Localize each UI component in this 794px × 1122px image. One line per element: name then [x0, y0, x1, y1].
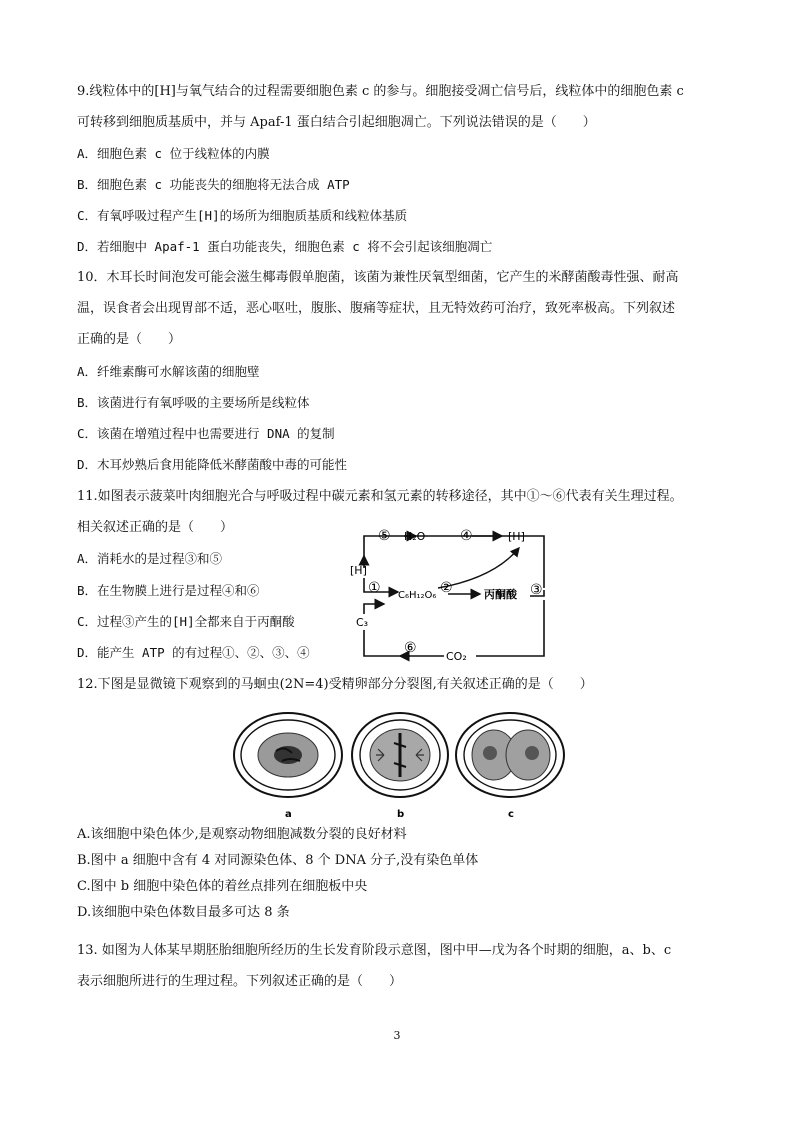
q10-option-a: A．纤维素酶可水解该菌的细胞壁 — [77, 364, 260, 379]
q12-stem: 12.下图是显微镜下观察到的马蛔虫(2N=4)受精卵部分分裂图,有关叙述正确的是（ ） — [77, 677, 593, 692]
cell-b — [352, 713, 448, 797]
glucose-label: C₆H₁₂O₆ — [398, 590, 437, 601]
h-left-label: [H] — [350, 564, 367, 577]
cell-c-label: c — [508, 809, 514, 820]
q12-cell-division-figure — [228, 705, 568, 823]
q13-stem-line-2: 表示细胞所进行的生理过程。下列叙述正确的是（ ） — [77, 974, 403, 989]
page-number: 3 — [393, 1029, 401, 1042]
q10-stem-line-2: 温，误食者会出现胃部不适，恶心呕吐，腹胀、腹痛等症状，且无特效药可治疗，致死率极高。下列叙述 — [77, 301, 676, 316]
process-2-label: ② — [440, 580, 453, 596]
cell-b-label: b — [397, 809, 405, 820]
q11-option-d: D．能产生 ATP 的有过程①、②、③、④ — [77, 645, 310, 660]
q11-option-a: A．消耗水的是过程③和⑤ — [77, 551, 223, 566]
q10-option-b: B．该菌进行有氧呼吸的主要场所是线粒体 — [77, 395, 310, 410]
q11-option-b: B．在生物膜上进行是过程④和⑥ — [77, 583, 260, 598]
q9-stem-line-2: 可转移到细胞质基质中，并与 Apaf-1 蛋白结合引起细胞凋亡。下列说法错误的是（ ） — [77, 115, 596, 130]
process-4-label: ④ — [460, 528, 473, 544]
cell-a — [234, 713, 342, 797]
q12-option-a: A.该细胞中染色体少,是观察动物细胞减数分裂的良好材料 — [77, 827, 407, 842]
q12-option-d: D.该细胞中染色体数目最多可达 8 条 — [77, 905, 290, 920]
c3-label: C₃ — [356, 616, 369, 629]
process-3-label: ③ — [530, 582, 543, 598]
q13-stem-line-1: 13. 如图为人体某早期胚胎细胞所经历的生长发育阶段示意图，图中甲—戊为各个时期的细胞，a、b、c — [77, 943, 672, 958]
h-right-label: [H] — [508, 530, 525, 543]
q10-option-d: D．木耳炒熟后食用能降低米酵菌酸中毒的可能性 — [77, 457, 348, 472]
process-5-label: ⑤ — [378, 528, 391, 544]
top-loop-line — [364, 536, 544, 588]
cell-a-label: a — [285, 809, 292, 820]
q12-option-c: C.图中 b 细胞中染色体的着丝点排列在细胞板中央 — [77, 879, 368, 894]
q11-stem-line-1: 11.如图表示菠菜叶肉细胞光合与呼吸过程中碳元素和氢元素的转移途径，其中①～⑥代表有关生理过程。 — [77, 489, 683, 504]
process-6-label: ⑥ — [404, 640, 417, 656]
q10-stem-line-3: 正确的是（ ） — [77, 332, 182, 347]
h2o-label: H₂O — [404, 530, 426, 543]
q11-stem-line-2: 相关叙述正确的是（ ） — [77, 520, 234, 535]
q11-option-c: C．过程③产生的[H]全都来自于丙酮酸 — [77, 614, 295, 629]
q9-stem-line-1: 9.线粒体中的[H]与氧气结合的过程需要细胞色素 c 的参与。细胞接受凋亡信号后，线粒体中的细胞色素 c — [77, 84, 684, 99]
process-1-label: ① — [368, 580, 381, 596]
q10-stem-line-1: 10．木耳长时间泡发可能会滋生椰毒假单胞菌，该菌为兼性厌氧型细菌，它产生的米酵菌酸毒性强、耐高 — [77, 270, 679, 285]
q9-option-a: A．细胞色素 c 位于线粒体的内膜 — [77, 146, 270, 161]
q10-option-c: C．该菌在增殖过程中也需要进行 DNA 的复制 — [77, 426, 335, 441]
co2-label: CO₂ — [446, 650, 467, 663]
pyruvate-label: 丙酮酸 — [484, 588, 517, 601]
q9-option-d: D．若细胞中 Apaf-1 蛋白功能丧失，细胞色素 c 将不会引起该细胞凋亡 — [77, 239, 493, 254]
q9-option-c: C．有氧呼吸过程产生[H]的场所为细胞质基质和线粒体基质 — [77, 208, 408, 223]
q12-option-b: B.图中 a 细胞中含有 4 对同源染色体、8 个 DNA 分子,没有染色单体 — [77, 853, 479, 868]
q11-pathway-diagram — [344, 518, 564, 668]
q9-option-b: B．细胞色素 c 功能丧失的细胞将无法合成 ATP — [77, 177, 350, 192]
cell-c — [456, 713, 564, 797]
